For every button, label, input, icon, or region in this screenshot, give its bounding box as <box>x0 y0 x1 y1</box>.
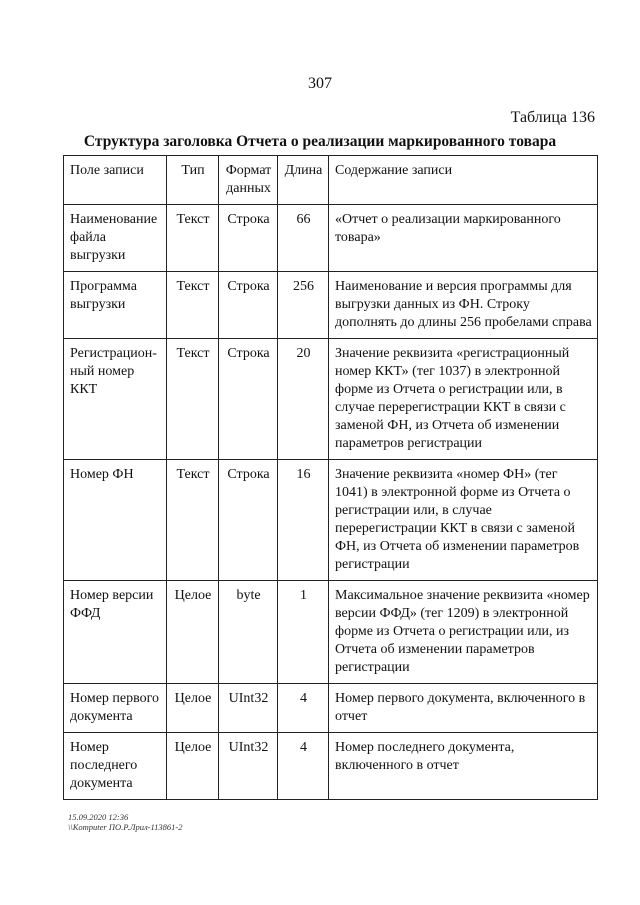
cell-content: Значение реквизита «номер ФН» (тег 1041) в электронной форме из Отчета о регистрации или, в случае перерегистрации ККТ в связи с заменой ФН, из Отчета об изменении параметров регистрации <box>329 460 598 581</box>
header-type: Тип <box>167 156 219 205</box>
table-row <box>64 205 598 272</box>
cell-length: 16 <box>278 460 329 581</box>
page-number: 307 <box>308 75 332 92</box>
cell-field: Номер версии ФФД <box>64 581 167 684</box>
cell-type: Целое <box>167 733 219 800</box>
cell-length: 256 <box>278 272 329 339</box>
cell-format: UInt32 <box>219 733 278 800</box>
cell-content: Наименование и версия программы для выгрузки данных из ФН. Строку дополнять до длины 256 пробелами справа <box>329 272 598 339</box>
cell-length: 4 <box>278 684 329 733</box>
cell-field: Номер ФН <box>64 460 167 581</box>
cell-content: Значение реквизита «регистрационный номер ККТ» (тег 1037) в электронной форме из Отчета о регистрации или, в случае перерегистрации ККТ в связи с заменой ФН, из Отчета об изменении параметров регистрации <box>329 339 598 460</box>
cell-field: Программа выгрузки <box>64 272 167 339</box>
cell-length: 4 <box>278 733 329 800</box>
cell-field: Номер первого документа <box>64 684 167 733</box>
cell-field: Регистрацион-ный номер ККТ <box>64 339 167 460</box>
report-header-structure-table <box>63 155 598 800</box>
footer-timestamp: 15.09.2020 12:36 <box>68 812 129 822</box>
cell-length: 66 <box>278 205 329 272</box>
cell-type: Текст <box>167 272 219 339</box>
table-row <box>64 733 598 800</box>
cell-format: UInt32 <box>219 684 278 733</box>
header-content: Содержание записи <box>329 156 598 205</box>
header-format: Формат данных <box>219 156 278 205</box>
table-row <box>64 460 598 581</box>
cell-format: Строка <box>219 460 278 581</box>
cell-format: Строка <box>219 205 278 272</box>
table-header-row <box>64 156 598 205</box>
table-row <box>64 581 598 684</box>
cell-type: Целое <box>167 581 219 684</box>
cell-content: Номер первого документа, включенного в отчет <box>329 684 598 733</box>
footer-stamp <box>68 812 182 832</box>
cell-field: Наименование файла выгрузки <box>64 205 167 272</box>
table-label: Таблица 136 <box>510 109 595 126</box>
cell-content: Номер последнего документа, включенного в отчет <box>329 733 598 800</box>
cell-type: Текст <box>167 205 219 272</box>
document-title: Структура заголовка Отчета о реализации маркированного товара <box>83 133 557 150</box>
cell-content: «Отчет о реализации маркированного товара» <box>329 205 598 272</box>
footer-document-id: \\Komputer ПО.Р.Лрил-113861-2 <box>68 822 183 832</box>
table-row <box>64 339 598 460</box>
cell-length: 20 <box>278 339 329 460</box>
cell-format: Строка <box>219 272 278 339</box>
cell-format: byte <box>219 581 278 684</box>
header-length: Длина <box>278 156 329 205</box>
cell-field: Номер последнего документа <box>64 733 167 800</box>
header-field: Поле записи <box>64 156 167 205</box>
cell-length: 1 <box>278 581 329 684</box>
cell-format: Строка <box>219 339 278 460</box>
table-row <box>64 684 598 733</box>
table-row <box>64 272 598 339</box>
cell-type: Текст <box>167 339 219 460</box>
cell-content: Максимальное значение реквизита «номер версии ФФД» (тег 1209) в электронной форме из Отчета о регистрации или, из Отчета об изменении параметров регистрации <box>329 581 598 684</box>
cell-type: Текст <box>167 460 219 581</box>
cell-type: Целое <box>167 684 219 733</box>
